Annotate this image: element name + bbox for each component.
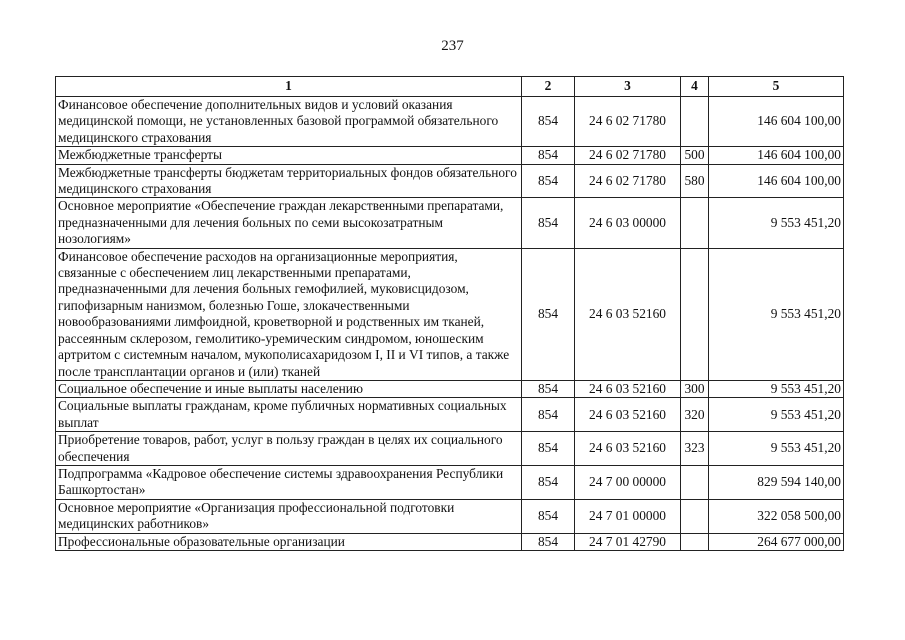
expense-type-cell <box>681 248 709 380</box>
expense-type-cell: 323 <box>681 432 709 466</box>
amount-cell: 264 677 000,00 <box>709 533 844 550</box>
amount-cell: 146 604 100,00 <box>709 164 844 198</box>
target-code-cell: 24 6 03 52160 <box>575 248 681 380</box>
section-code-cell: 854 <box>522 198 575 248</box>
table-row <box>56 164 844 198</box>
row-name-cell: Социальные выплаты гражданам, кроме публичных нормативных социальных выплат <box>56 398 522 432</box>
section-code-cell: 854 <box>522 465 575 499</box>
section-code-cell: 854 <box>522 398 575 432</box>
amount-cell: 829 594 140,00 <box>709 465 844 499</box>
expense-type-cell: 320 <box>681 398 709 432</box>
amount-cell: 146 604 100,00 <box>709 147 844 164</box>
expense-type-cell: 300 <box>681 380 709 397</box>
amount-cell: 9 553 451,20 <box>709 198 844 248</box>
table-header-row <box>56 77 844 97</box>
target-code-cell: 24 7 00 00000 <box>575 465 681 499</box>
column-header-5: 5 <box>709 77 844 97</box>
column-header-1: 1 <box>56 77 522 97</box>
table-row <box>56 533 844 550</box>
section-code-cell: 854 <box>522 380 575 397</box>
budget-table <box>55 76 844 551</box>
row-name-cell: Основное мероприятие «Обеспечение граждан лекарственными препаратами, предназначенными для лечения больных по семи высокозатратным нозологиям» <box>56 198 522 248</box>
row-name-cell: Социальное обеспечение и иные выплаты населению <box>56 380 522 397</box>
expense-type-cell <box>681 465 709 499</box>
row-name-cell: Основное мероприятие «Организация профессиональной подготовки медицинских работников» <box>56 499 522 533</box>
target-code-cell: 24 7 01 00000 <box>575 499 681 533</box>
table-row <box>56 198 844 248</box>
row-name-cell: Приобретение товаров, работ, услуг в пользу граждан в целях их социального обеспечения <box>56 432 522 466</box>
target-code-cell: 24 6 02 71780 <box>575 97 681 147</box>
target-code-cell: 24 6 02 71780 <box>575 164 681 198</box>
section-code-cell: 854 <box>522 533 575 550</box>
expense-type-cell: 500 <box>681 147 709 164</box>
row-name-cell: Профессиональные образовательные организации <box>56 533 522 550</box>
amount-cell: 9 553 451,20 <box>709 248 844 380</box>
section-code-cell: 854 <box>522 248 575 380</box>
amount-cell: 146 604 100,00 <box>709 97 844 147</box>
target-code-cell: 24 6 03 00000 <box>575 198 681 248</box>
column-header-2: 2 <box>522 77 575 97</box>
row-name-cell: Межбюджетные трансферты бюджетам территориальных фондов обязательного медицинского страхования <box>56 164 522 198</box>
amount-cell: 9 553 451,20 <box>709 380 844 397</box>
row-name-cell: Финансовое обеспечение дополнительных видов и условий оказания медицинской помощи, не установленных базовой программой обязательного медицинского страхования <box>56 97 522 147</box>
amount-cell: 322 058 500,00 <box>709 499 844 533</box>
table-row <box>56 398 844 432</box>
expense-type-cell <box>681 97 709 147</box>
row-name-cell: Финансовое обеспечение расходов на организационные мероприятия, связанные с обеспечением лиц лекарственными препаратами, предназначенными для лечения больных гемофилией, муковисцидозом, гипофизарным нанизмом, болезнью Гоше, злокачественными новообразованиями лимфоидной, кроветворной и родственных им тканей, рассеянным склерозом, гемолитико-уремическим синдромом, юношеским артритом с системным началом, мукополисахаридозом I, II и VI типов, а также после трансплантации органов и (или) тканей <box>56 248 522 380</box>
table-row <box>56 499 844 533</box>
target-code-cell: 24 6 02 71780 <box>575 147 681 164</box>
target-code-cell: 24 6 03 52160 <box>575 398 681 432</box>
table-body <box>56 97 844 551</box>
target-code-cell: 24 6 03 52160 <box>575 432 681 466</box>
page-number: 237 <box>441 38 464 54</box>
expense-type-cell: 580 <box>681 164 709 198</box>
section-code-cell: 854 <box>522 147 575 164</box>
section-code-cell: 854 <box>522 164 575 198</box>
expense-type-cell <box>681 198 709 248</box>
table-row <box>56 147 844 164</box>
section-code-cell: 854 <box>522 499 575 533</box>
table-row <box>56 432 844 466</box>
row-name-cell: Подпрограмма «Кадровое обеспечение системы здравоохранения Республики Башкортостан» <box>56 465 522 499</box>
row-name-cell: Межбюджетные трансферты <box>56 147 522 164</box>
column-header-4: 4 <box>681 77 709 97</box>
amount-cell: 9 553 451,20 <box>709 398 844 432</box>
expense-type-cell <box>681 499 709 533</box>
table-row <box>56 465 844 499</box>
section-code-cell: 854 <box>522 432 575 466</box>
section-code-cell: 854 <box>522 97 575 147</box>
expense-type-cell <box>681 533 709 550</box>
table-row <box>56 248 844 380</box>
target-code-cell: 24 7 01 42790 <box>575 533 681 550</box>
amount-cell: 9 553 451,20 <box>709 432 844 466</box>
table-row <box>56 97 844 147</box>
column-header-3: 3 <box>575 77 681 97</box>
target-code-cell: 24 6 03 52160 <box>575 380 681 397</box>
table-row <box>56 380 844 397</box>
